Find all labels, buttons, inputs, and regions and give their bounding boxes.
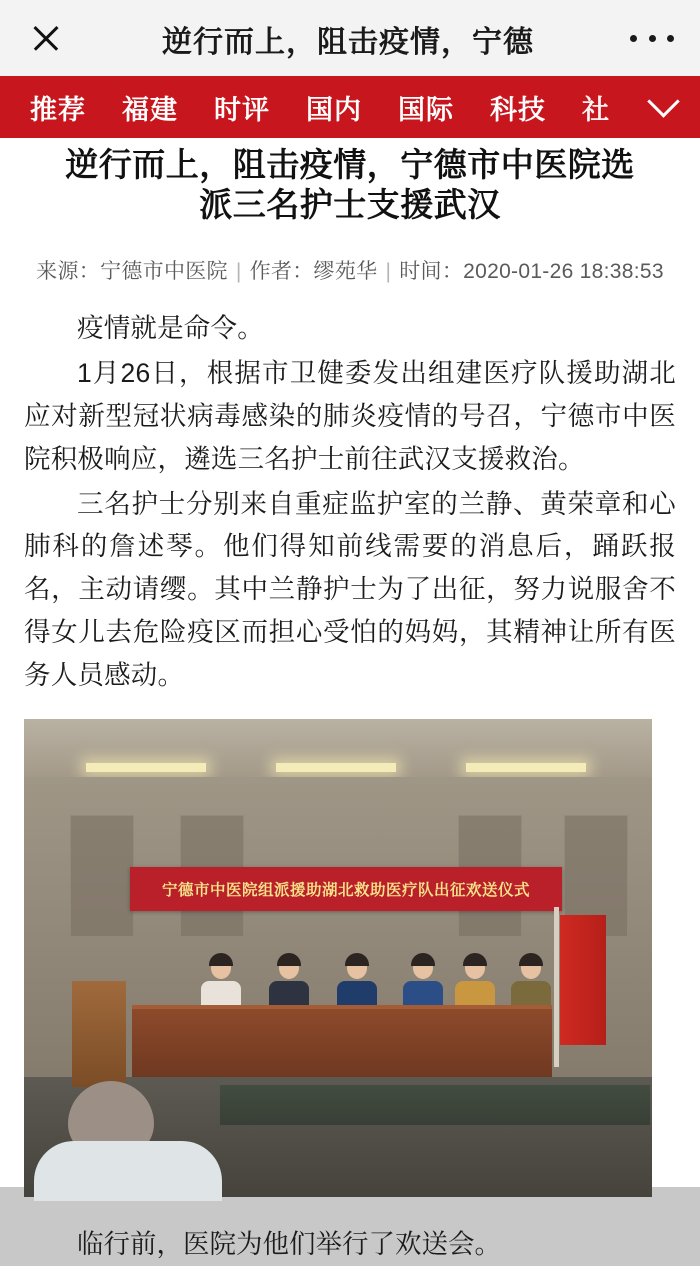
article-photo — [24, 719, 652, 1197]
more-dot — [667, 35, 674, 42]
nav-item-recommend[interactable]: 推荐 — [30, 94, 86, 125]
photo-banner-text: 宁德市中医院组派援助湖北救助医疗队出征欢送仪式 — [161, 882, 530, 900]
headline-line-1: 逆行而上，阻击疫情，宁德市中医院选 — [65, 146, 635, 183]
photo-banner — [130, 867, 562, 911]
headline-line-2: 派三名护士支援武汉 — [199, 186, 501, 223]
category-nav — [0, 76, 700, 138]
photo-wall-panel — [70, 815, 134, 937]
more-options-icon[interactable] — [630, 35, 674, 42]
source-label: 来源： — [36, 259, 101, 283]
author-value: 缪苑华 — [313, 259, 378, 283]
photo-seated-person — [200, 957, 242, 1009]
photo-person-head — [465, 957, 485, 979]
close-icon[interactable] — [26, 18, 66, 58]
meta-separator: | — [385, 259, 392, 283]
photo-caption: 临行前，医院为他们举行了欢送会。 — [77, 1229, 501, 1260]
photo-person-head — [347, 957, 367, 979]
photo-foreground-audience — [34, 1071, 224, 1197]
nav-item-commentary[interactable]: 时评 — [214, 94, 270, 125]
photo-person-head — [521, 957, 541, 979]
time-value: 2020-01-26 18:38:53 — [463, 259, 664, 283]
photo-flag-pole — [554, 907, 559, 1067]
photo-person-head — [211, 957, 231, 979]
photo-ceiling-light — [466, 763, 586, 772]
top-bar — [0, 0, 700, 76]
photo-seated-person — [454, 957, 496, 1009]
photo-audience-chairs — [220, 1085, 650, 1125]
photo-ceiling-light — [86, 763, 206, 772]
meta-separator: | — [235, 259, 242, 283]
more-dot — [630, 35, 637, 42]
nav-item-domestic[interactable]: 国内 — [306, 94, 362, 125]
photo-ceiling-light — [276, 763, 396, 772]
nav-item-fujian[interactable]: 福建 — [122, 94, 178, 125]
chevron-down-icon[interactable] — [626, 76, 700, 138]
photo-seated-person — [510, 957, 552, 1009]
chevron-glyph — [647, 85, 680, 118]
photo-person-head — [413, 957, 433, 979]
nav-item-society[interactable]: 社 — [582, 94, 610, 125]
paragraph: 1月26日，根据市卫健委发出组建医疗队援助湖北应对新型冠状病毒感染的肺炎疫情的号召，宁德市中医院积极响应，遴选三名护士前往武汉支援救治。 — [24, 357, 676, 474]
time-label: 时间： — [399, 259, 464, 283]
more-dot — [649, 35, 656, 42]
source-value: 宁德市中医院 — [100, 259, 228, 283]
photo-person-head — [279, 957, 299, 979]
author-label: 作者： — [249, 259, 314, 283]
article-paragraphs — [24, 307, 676, 697]
article-headline — [24, 142, 676, 229]
photo-seated-person — [402, 957, 444, 1009]
nav-item-international[interactable]: 国际 — [398, 94, 454, 125]
photo-seated-person — [268, 957, 310, 1009]
article-meta — [24, 255, 676, 285]
paragraph: 疫情就是命令。 — [77, 312, 264, 343]
paragraph: 三名护士分别来自重症监护室的兰静、黄荣章和心肺科的詹述琴。他们得知前线需要的消息后，踊跃报名，主动请缨。其中兰静护士为了出征，努力说服舍不得女儿去危险疫区而担心受怕的妈妈，其精神让所有医务人员感动。 — [24, 488, 676, 691]
photo-seated-person — [336, 957, 378, 1009]
article-body — [0, 142, 700, 697]
photo-audience-body — [34, 1141, 222, 1201]
photo-national-flag — [560, 915, 606, 1045]
nav-item-technology[interactable]: 科技 — [490, 94, 546, 125]
page-title: 逆行而上，阻击疫情，宁德 — [162, 26, 534, 59]
